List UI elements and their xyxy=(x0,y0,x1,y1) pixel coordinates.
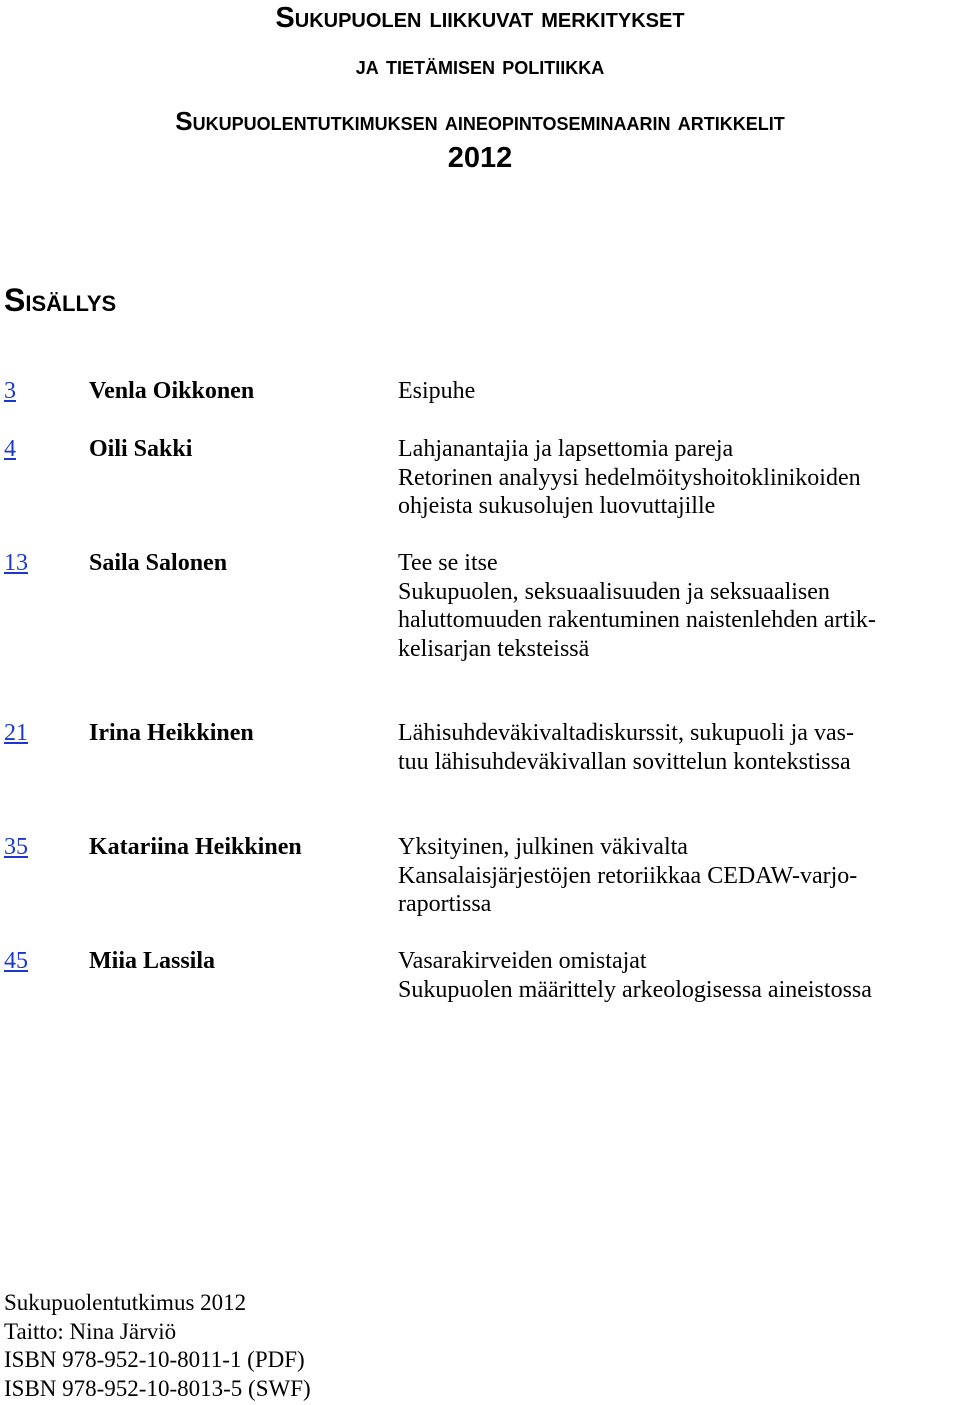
page-link[interactable]: 13 xyxy=(4,550,28,576)
document-year: 2012 xyxy=(447,142,513,174)
toc-author: Saila Salonen xyxy=(89,550,228,576)
toc-page-number[interactable] xyxy=(4,947,28,976)
title-line: Lähisuhdeväkivaltadiskurssit, sukupuoli ja vas- xyxy=(398,720,854,746)
document-subtitle: Sukupuolentutkimuksen aineopintoseminaarin artikkelit xyxy=(175,106,785,136)
title-line: Vasarakirveiden omistajat xyxy=(398,948,647,974)
page-link[interactable]: 3 xyxy=(4,378,16,404)
page-link[interactable]: 21 xyxy=(4,720,28,746)
toc-page-number[interactable] xyxy=(4,719,28,748)
toc-page-number[interactable] xyxy=(4,435,16,464)
page-link[interactable]: 4 xyxy=(4,436,16,462)
title-line: Esipuhe xyxy=(398,378,476,404)
title-line: Tee se itse xyxy=(398,550,498,576)
toc-article-title xyxy=(398,549,956,663)
title-line: Kansalaisjärjestöjen retoriikkaa CEDAW-varjo- xyxy=(398,862,858,889)
toc-author: Katariina Heikkinen xyxy=(89,834,302,860)
title-line: Yksityinen, julkinen väkivalta xyxy=(398,834,688,860)
toc-article-title xyxy=(398,377,956,406)
colophon-isbn-swf: ISBN 978-952-10-8013-5 (SWF) xyxy=(4,1375,311,1401)
toc-page-number[interactable] xyxy=(4,549,28,578)
title-line: kelisarjan teksteissä xyxy=(398,635,590,662)
toc-page-number[interactable] xyxy=(4,377,16,406)
colophon xyxy=(4,1289,311,1403)
toc-heading: Sisällys xyxy=(4,282,117,318)
toc-author: Oili Sakki xyxy=(89,436,193,462)
toc-page-number[interactable] xyxy=(4,833,28,862)
toc-article-title xyxy=(398,719,956,776)
title-line: tuu lähisuhdeväkivallan sovittelun kontekstissa xyxy=(398,748,851,775)
title-line: raportissa xyxy=(398,891,492,917)
page-link[interactable]: 35 xyxy=(4,834,28,860)
title-line: Lahjanantajia ja lapsettomia pareja xyxy=(398,436,734,462)
toc-author: Venla Oikkonen xyxy=(89,378,255,404)
colophon-publication: Sukupuolentutkimus 2012 xyxy=(4,1290,247,1315)
toc-article-title xyxy=(398,435,956,521)
title-line: Retorinen analyysi hedelmöityshoitoklinikoiden xyxy=(398,464,861,491)
toc-article-title xyxy=(398,947,956,1004)
title-line: haluttomuuden rakentuminen naistenlehden artik- xyxy=(398,607,876,633)
document-title-line-2: ja tietämisen politiikka xyxy=(355,50,605,80)
toc-author: Miia Lassila xyxy=(89,948,216,974)
page-link[interactable]: 45 xyxy=(4,948,28,974)
colophon-isbn-pdf: ISBN 978-952-10-8011-1 (PDF) xyxy=(4,1347,305,1372)
title-line: ohjeista sukusolujen luovuttajille xyxy=(398,493,716,519)
title-line: Sukupuolen, seksuaalisuuden ja seksuaalisen xyxy=(398,578,830,605)
toc-article-title xyxy=(398,833,956,919)
document-title-line-1: Sukupuolen liikkuvat merkitykset xyxy=(275,2,685,34)
toc-author: Irina Heikkinen xyxy=(89,720,254,746)
title-line: Sukupuolen määrittely arkeologisessa aineistossa xyxy=(398,976,872,1003)
colophon-layout-credit: Taitto: Nina Järviö xyxy=(4,1318,177,1344)
